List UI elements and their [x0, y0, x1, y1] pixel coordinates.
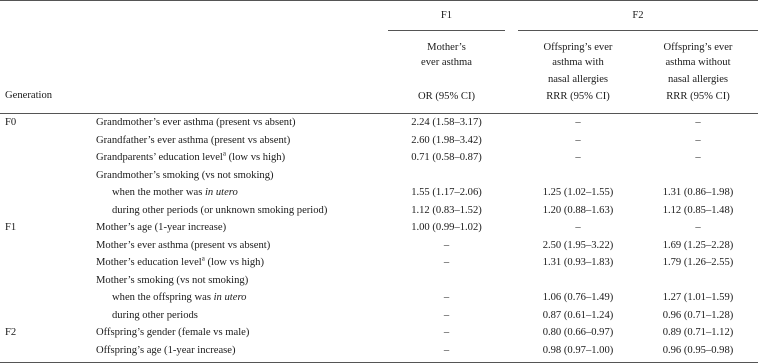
row-label-italic: in utero [213, 292, 247, 303]
cell-value-col2: 0.87 (0.61–1.24) [542, 309, 614, 321]
row-label [96, 239, 270, 253]
row-label-text: Mother’s age (1-year increase) [96, 222, 227, 233]
cell-value-col2: – [575, 152, 581, 163]
row-label [96, 151, 285, 165]
cell-value-col1: – [443, 344, 450, 356]
col1-header-line2: ever asthma [421, 57, 472, 68]
cell-value-col3: – [695, 117, 701, 128]
generation-label: F0 [5, 117, 17, 128]
cell-value-col3: 1.31 (0.86–1.98) [662, 187, 734, 198]
row-label [96, 221, 226, 235]
cell-value-col3: 0.89 (0.71–1.12) [662, 327, 734, 338]
col3-header-line3: nasal allergies [667, 74, 729, 85]
cell-value-col3: – [695, 222, 701, 233]
f1-underline [388, 30, 505, 31]
top-rule [0, 0, 758, 1]
cell-value-col1: 2.24 (1.58–3.17) [411, 117, 482, 128]
row-label [96, 274, 248, 288]
row-label [112, 204, 327, 218]
row-label-italic: in utero [204, 187, 238, 198]
row-label-text: Grandparents’ education level [96, 152, 223, 163]
cell-value-col3: 1.69 (1.25–2.28) [662, 239, 734, 251]
row-label-text: Mother’s smoking (vs not smoking) [96, 274, 249, 286]
row-label-text: when the mother was [112, 187, 205, 198]
row-label-text: during other periods [112, 309, 198, 321]
row-label [96, 134, 290, 148]
group-header-f2: F2 [632, 10, 644, 21]
row-label-text: when the offspring was [112, 292, 214, 303]
col3-header-line2: asthma without [665, 57, 731, 68]
row-label-tail: (low vs high) [225, 152, 286, 163]
col1-header-line1: Mother’s [427, 42, 466, 53]
cell-value-col3: 0.96 (0.71–1.28) [662, 309, 734, 321]
cell-value-col3: 1.27 (1.01–1.59) [662, 292, 734, 303]
cell-value-col2: 0.98 (0.97–1.00) [542, 344, 614, 356]
cell-value-col1: – [443, 239, 450, 251]
cell-value-col2: 1.31 (0.93–1.83) [542, 257, 614, 268]
cell-value-col3: 0.96 (0.95–0.98) [662, 344, 734, 356]
cell-value-col1: 1.55 (1.17–2.06) [411, 187, 482, 198]
cell-value-col2: 1.06 (0.76–1.49) [542, 292, 614, 303]
row-label [96, 326, 249, 340]
cell-value-col1: 1.00 (0.99–1.02) [411, 222, 482, 233]
row-label-text: Offspring’s age (1-year increase) [96, 344, 236, 356]
cell-value-col2: 1.20 (0.88–1.63) [542, 204, 614, 216]
row-label [96, 344, 236, 358]
footnote-marker: a [222, 149, 226, 158]
row-label-text: Grandfather’s ever asthma (present vs absent) [96, 134, 291, 146]
col3-header-stat: RRR (95% CI) [666, 91, 730, 102]
row-label [96, 256, 264, 270]
col2-header-line1: Offspring’s ever [543, 42, 613, 53]
group-header-f1: F1 [440, 10, 453, 21]
cell-value-col3: – [695, 134, 701, 146]
footnote-marker: a [201, 254, 205, 263]
cell-value-col1: 1.12 (0.83–1.52) [411, 204, 482, 216]
cell-value-col1: – [443, 309, 450, 321]
row-label [112, 291, 246, 305]
cell-value-col2: 1.25 (1.02–1.55) [542, 187, 614, 198]
generation-label: F1 [5, 222, 17, 233]
cell-value-col1: – [443, 292, 450, 303]
cell-value-col1: – [443, 257, 450, 268]
row-label-tail: (low vs high) [204, 257, 264, 268]
cell-value-col2: 0.80 (0.66–0.97) [542, 327, 614, 338]
cell-value-col3: 1.79 (1.26–2.55) [662, 257, 734, 268]
cell-value-col2: – [575, 222, 581, 233]
row-label-text: Grandmother’s ever asthma (present vs absent) [96, 117, 296, 128]
cell-value-col1: – [443, 327, 450, 338]
col2-header-line2: asthma with [552, 57, 604, 68]
f2-underline [518, 30, 758, 31]
row-label [112, 309, 198, 323]
row-label-text: Offspring’s gender (female vs male) [96, 327, 250, 338]
generation-header: Generation [5, 90, 53, 101]
cell-value-col3: 1.12 (0.85–1.48) [662, 204, 734, 216]
col2-header-line3: nasal allergies [547, 74, 609, 85]
row-label [112, 186, 238, 200]
cell-value-col2: – [575, 134, 581, 146]
row-label [96, 169, 274, 183]
header-rule [0, 113, 758, 114]
row-label-text: Mother’s education level [96, 257, 202, 268]
col1-header-stat: OR (95% CI) [417, 91, 476, 102]
cell-value-col3: – [695, 152, 701, 163]
cell-value-col2: – [575, 117, 581, 128]
cell-value-col1: 0.71 (0.58–0.87) [411, 152, 482, 163]
generation-label: F2 [5, 327, 17, 338]
col3-header-line1: Offspring’s ever [663, 42, 733, 53]
cell-value-col1: 2.60 (1.98–3.42) [411, 134, 482, 146]
row-label [96, 116, 296, 130]
row-label-text: Mother’s ever asthma (present vs absent) [96, 239, 271, 251]
cell-value-col2: 2.50 (1.95–3.22) [542, 239, 614, 251]
row-label-text: during other periods (or unknown smoking period) [112, 204, 328, 216]
row-label-text: Grandmother’s smoking (vs not smoking) [96, 169, 274, 181]
col2-header-stat: RRR (95% CI) [546, 91, 610, 102]
